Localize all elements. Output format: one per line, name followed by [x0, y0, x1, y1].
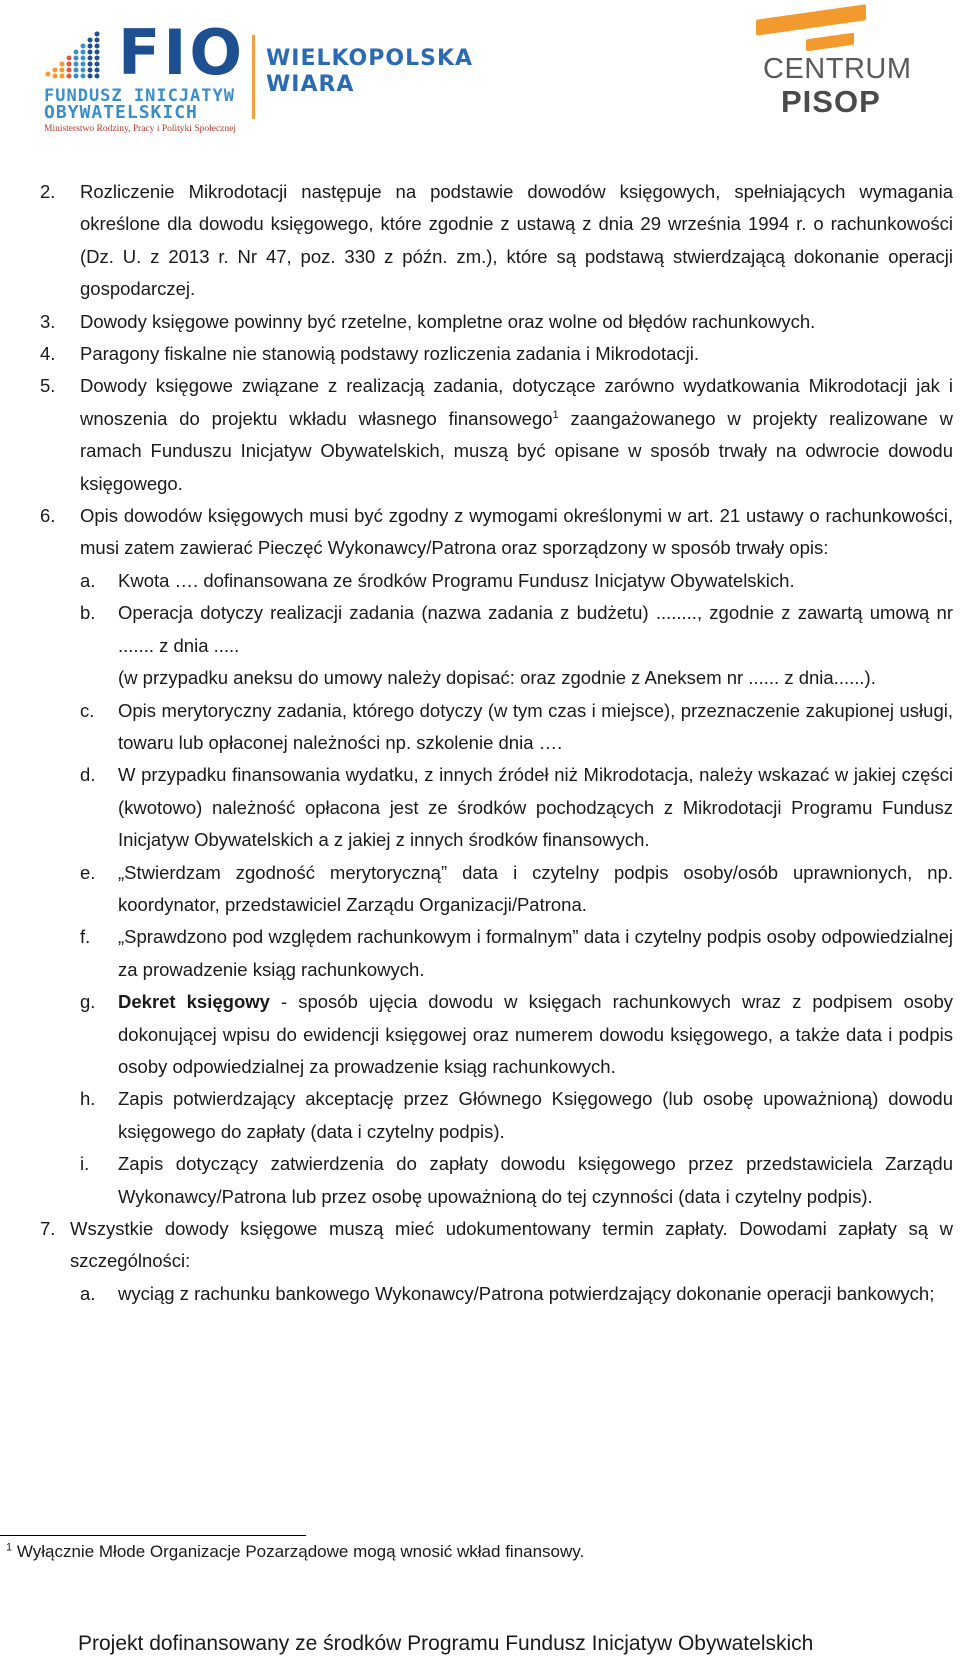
- sub-letter: d.: [80, 764, 96, 786]
- fio-ministry-caption: Ministerstwo Rodziny, Pracy i Polityki Społecznej: [44, 124, 237, 134]
- fio-logo-wordmark: FIO: [118, 16, 246, 89]
- item-number: 3.: [40, 310, 56, 332]
- footnote-separator: [0, 1535, 306, 1536]
- sub-letter: f.: [80, 926, 91, 948]
- item-text: Dowody księgowe powinny być rzetelne, kompletne oraz wolne od błędów rachunkowych.: [80, 310, 816, 332]
- page-footer: Projekt dofinansowany ze środków Programu Fundusz Inicjatyw Obywatelskich: [78, 1632, 814, 1655]
- sub-item-6a: [80, 565, 953, 597]
- sub-text: Opis merytoryczny zadania, którego dotyczy (w tym czas i miejsce), przeznaczenie zakupionej usługi, towaru lub opłaconej należności np. szkolenie dnia ….: [118, 699, 953, 753]
- footnote: [6, 1540, 584, 1564]
- list-item-7: [40, 1213, 953, 1278]
- list-item-4: [40, 338, 953, 370]
- sub-item-6b: [80, 597, 953, 694]
- sub-letter: h.: [80, 1088, 96, 1110]
- item-text: Rozliczenie Mikrodotacji następuje na podstawie dowodów księgowych, spełniających wymagania określone dla dowodu księgowego, które zgodnie z ustawą z dnia 29 września 1994 r. o rachunkowości (Dz. U. z 2013 r. Nr 47, poz. 330 z późn. zm.), które są podstawą stwierdzającą dokonanie operacji gospodarczej.: [80, 181, 953, 300]
- sub-letter: c.: [80, 699, 95, 721]
- sub-text: W przypadku finansowania wydatku, z innych źródeł niż Mikrodotacja, należy wskazać w jakiej części (kwotowo) należność opłacona jest ze środków pochodzących z Mikrodotacji Programu Fundusz Inicjatyw Obywatelskich a z jakiej z innych środków finansowych.: [118, 764, 953, 851]
- pisop-logo-stripe-2: [806, 33, 854, 52]
- sub-item-6f: [80, 921, 953, 986]
- sub-item-6g: [80, 986, 953, 1083]
- sub-text: „Sprawdzono pod względem rachunkowym i formalnym” data i czytelny podpis osoby odpowiedzialnej za prowadzenie ksiąg rachunkowych.: [118, 926, 953, 980]
- sub-text: Zapis potwierdzający akceptację przez Głównego Księgowego (lub osobę upoważnioną) dowodu księgowego do zapłaty (data i czytelny podpis).: [118, 1088, 953, 1142]
- footnote-text: Wyłącznie Młode Organizacje Pozarządowe mogą wnosić wkład finansowy.: [12, 1542, 585, 1561]
- sub-text: Zapis dotyczący zatwierdzenia do zapłaty dowodu księgowego przez przedstawiciela Zarządu Wykonawcy/Patrona lub przez osobę upoważnioną do tej czynności (data i czytelny podpis).: [118, 1153, 953, 1207]
- item-number: 6.: [40, 505, 56, 527]
- item-text: Opis dowodów księgowych musi być zgodny z wymogami określonymi w art. 21 ustawy o rachunkowości, musi zatem zawierać Pieczęć Wykonawcy/Patrona oraz sporządzony w sposób trwały opis:: [80, 505, 953, 559]
- item-number: 4.: [40, 343, 56, 365]
- sub-item-7a: [80, 1278, 953, 1310]
- sub-letter: g.: [80, 991, 96, 1013]
- sub-item-6h: [80, 1083, 953, 1148]
- wielkopolska-logo-line-2: WIARA: [266, 72, 355, 97]
- sub-letter: b.: [80, 602, 96, 624]
- item-text: Wszystkie dowody księgowe muszą mieć udokumentowany termin zapłaty. Dowodami zapłaty są w szczególności:: [70, 1218, 953, 1272]
- sub-letter: e.: [80, 861, 96, 883]
- fio-logo-subtitle-2: OBYWATELSKICH: [44, 102, 198, 123]
- sub-text: wyciąg z rachunku bankowego Wykonawcy/Patrona potwierdzający dokonanie operacji bankowych;: [118, 1282, 935, 1304]
- sub-item-6e: [80, 857, 953, 922]
- sub-letter: a.: [80, 1282, 96, 1304]
- sub-letter: i.: [80, 1153, 90, 1175]
- item-number: 5.: [40, 375, 56, 397]
- wielkopolska-logo-line-1: WIELKOPOLSKA: [266, 46, 474, 71]
- item-text-cont: zaangażowanego w projekty realizowane w ramach Funduszu Inicjatyw Obywatelskich, muszą być opisane w sposób trwały na odwrocie dowodu księgowego.: [80, 407, 953, 494]
- page-header: [0, 0, 960, 150]
- sub-text: - sposób ujęcia dowodu w księgach rachunkowych wraz z podpisem osoby dokonującej wpisu do ewidencji księgowej oraz numerem dowodu księgowego, a także data i podpis osoby odpowiedzialnej za prowadzenie ksiąg rachunkowych.: [118, 991, 954, 1077]
- item-text: Paragony fiskalne nie stanowią podstawy rozliczenia zadania i Mikrodotacji.: [80, 343, 700, 365]
- pisop-logo-line-1: CENTRUM: [763, 53, 912, 85]
- item-text: Dowody księgowe związane z realizacją zadania, dotyczące zarówno wydatkowania Mikrodotacji jak i wnoszenia do projektu wkładu własnego finansowego: [80, 375, 953, 429]
- list-item-2: [40, 176, 953, 306]
- footnote-number: 1: [6, 1541, 13, 1554]
- pisop-logo-stripe-1: [756, 4, 866, 35]
- item-number: 7.: [40, 1218, 56, 1239]
- sub-text-aneks: (w przypadku aneksu do umowy należy dopisać: oraz zgodnie z Aneksem nr ...... z dnia......).: [118, 667, 876, 689]
- sub-item-6d: [80, 759, 953, 856]
- list-item-3: [40, 306, 953, 338]
- fio-logo-subtitle-1: FUNDUSZ INICJATYW: [44, 86, 235, 106]
- sub-item-6c: [80, 695, 953, 760]
- sub-letter: a.: [80, 569, 96, 591]
- sub-item-6i: [80, 1148, 953, 1213]
- fio-dots-logo-graphic: [42, 30, 112, 82]
- sub-text: Kwota …. dofinansowana ze środków Programu Fundusz Inicjatyw Obywatelskich.: [118, 569, 795, 591]
- list-item-5: [40, 370, 953, 500]
- pisop-logo-line-2: PISOP: [781, 84, 881, 119]
- item-number: 2.: [40, 181, 56, 202]
- sub-text: Operacja dotyczy realizacji zadania (nazwa zadania z budżetu) ........, zgodnie z zawartą umową nr ....... z dnia .....: [118, 602, 953, 656]
- sub-bold-term: Dekret księgowy: [118, 991, 270, 1013]
- footnote-ref: 1: [552, 408, 559, 421]
- list-item-6: [40, 500, 953, 565]
- document-body: [40, 176, 953, 1310]
- sub-text: „Stwierdzam zgodność merytoryczną” data i czytelny podpis osoby/osób uprawnionych, np. koordynator, przedstawiciel Zarządu Organizacji/Patrona.: [118, 861, 953, 915]
- logo-separator: [252, 35, 255, 119]
